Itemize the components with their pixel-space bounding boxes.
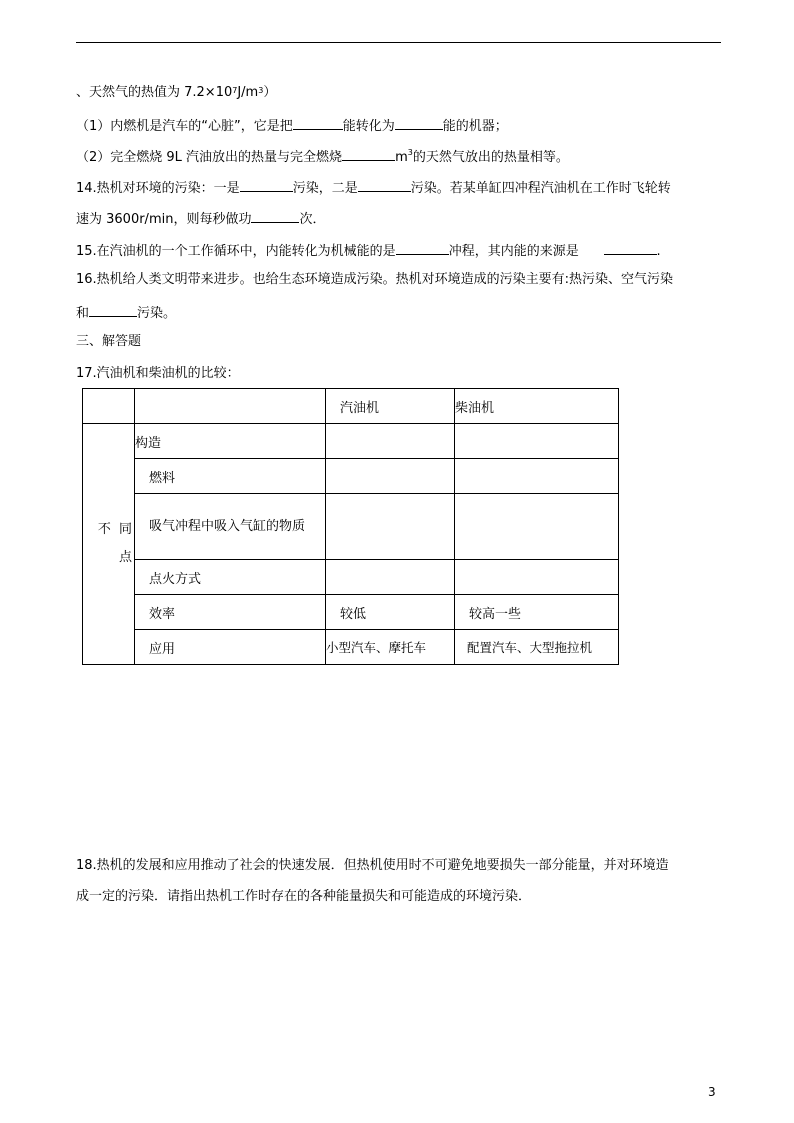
question-14 [76,177,671,198]
row-label: 构造 [135,424,326,459]
table-row [83,560,619,595]
q2-unit-exponent: 3 [407,148,413,157]
answer-blank[interactable] [396,240,449,255]
q2-unit: m [395,150,408,165]
group-label: 不 同点 [97,522,134,565]
row-label: 应用 [135,630,326,665]
q1-text-b: 能转化为 [342,119,395,134]
diesel-cell[interactable] [455,459,619,494]
answer-blank[interactable] [395,115,443,130]
question-2 [76,146,569,167]
exponent: 7 [232,86,238,95]
table-row [83,630,619,665]
answer-blank[interactable] [240,177,293,192]
answer-blank[interactable] [604,240,657,255]
gasoline-cell: 小型汽车、摩托车 [326,630,455,665]
answer-blank[interactable] [358,177,411,192]
gasoline-cell[interactable] [326,494,455,560]
natural-gas-heat-value [76,84,276,102]
q15-text-b: 冲程，其内能的来源是 [448,244,579,259]
gasoline-cell[interactable] [326,424,455,459]
q15-text-c: . [656,244,661,259]
gasoline-cell[interactable] [326,560,455,595]
header-cell-diesel: 柴油机 [455,389,619,424]
section-heading: 三、解答题 [76,334,142,349]
q1-text-c: 能的机器； [442,119,508,134]
table-row [83,459,619,494]
diesel-cell: 较高一些 [455,595,619,630]
q15-text-a: 15.在汽油机的一个工作循环中，内能转化为机械能的是 [76,244,396,259]
q14-text-c: 污染。若某单缸四冲程汽油机在工作时飞轮转 [410,181,671,196]
header-cell [135,389,326,424]
gasoline-cell: 较低 [326,595,455,630]
header-rule [76,42,721,43]
table-row [83,424,619,459]
q16-text-a: 16.热机给人类文明带来进步。也给生态环境造成污染。热机对环境造成的污染主要有:热污染、空气污染 [76,272,674,287]
gasoline-cell[interactable] [326,459,455,494]
comparison-table [82,388,619,665]
diesel-cell[interactable] [455,560,619,595]
q16b-text-a: 和 [76,306,90,321]
q2-text-a: （2）完全燃烧 9L 汽油放出的热量与完全燃烧 [76,150,343,165]
table-row [83,595,619,630]
question-1 [76,115,508,136]
q14-text-b: 污染，二是 [292,181,358,196]
group-label-cell [83,424,135,665]
question-17: 17.汽油机和柴油机的比较： [76,366,240,381]
question-15 [76,240,661,261]
table-row [83,494,619,560]
diesel-cell[interactable] [455,424,619,459]
answer-blank[interactable] [293,115,343,130]
header-cell-gasoline: 汽油机 [326,389,455,424]
table-header-row [83,389,619,424]
q14b-text-b: 次． [299,212,326,227]
row-label: 点火方式 [135,560,326,595]
page-number: 3 [708,1085,716,1099]
answer-blank[interactable] [89,302,137,317]
diesel-cell: 配置汽车、大型拖拉机 [455,630,619,665]
question-16-cont [76,302,176,323]
diesel-cell[interactable] [455,494,619,560]
row-label: 吸气冲程中吸入气缸的物质 [135,494,326,560]
answer-blank[interactable] [251,208,299,223]
q14b-text-a: 速为 3600r/min，则每秒做功 [76,212,252,227]
q2-text-c: 的天然气放出的热量相等。 [412,150,569,165]
row-label: 效率 [135,595,326,630]
row-label: 燃料 [135,459,326,494]
heat-value-text: 、天然气的热值为 7.2×10 [76,85,233,100]
q16b-text-b: 污染。 [137,306,177,321]
unit: J/m [237,85,259,100]
q1-text-a: （1）内燃机是汽车的“心脏”，它是把 [76,119,293,134]
question-16 [76,271,673,289]
question-14-cont [76,208,325,229]
q14-text-a: 14.热机对环境的污染：一是 [76,181,240,196]
header-cell [83,389,135,424]
answer-blank[interactable] [342,146,395,161]
close-paren: ） [263,85,277,100]
question-18: 18.热机的发展和应用推动了社会的快速发展．但热机使用时不可避免地要损失一部分能量，并对环境造 [76,858,669,873]
question-18-cont: 成一定的污染．请指出热机工作时存在的各种能量损失和可能造成的环境污染． [76,889,532,904]
unit-exponent: 3 [258,86,264,95]
